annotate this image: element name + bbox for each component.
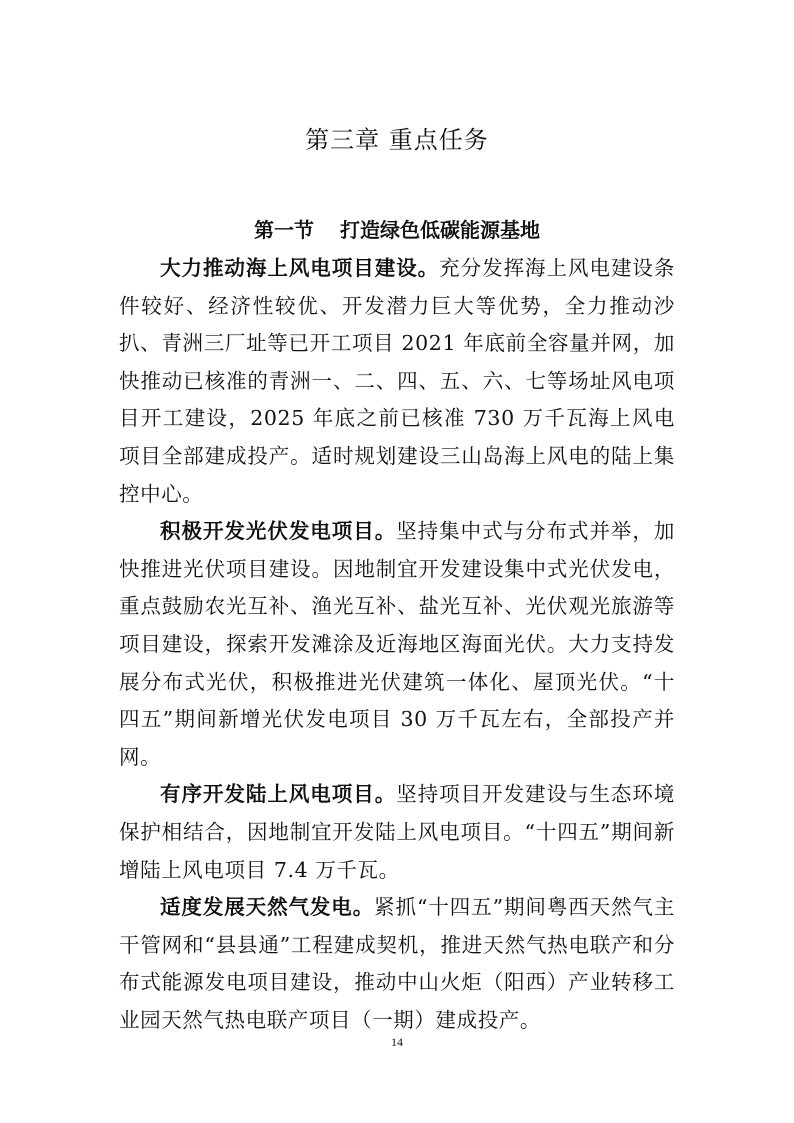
section-title: [0, 210, 794, 250]
paragraph-onshore-wind: [119, 776, 675, 889]
chapter-title: 第三章 重点任务: [305, 126, 489, 154]
paragraph-solar: [119, 513, 675, 776]
paragraph-text: 坚持集中式与分布式并举，加快推进光伏项目建设。因地制宜开发建设集中式光伏发电，重点鼓励农光互补、渔光互补、盐光互补、光伏观光旅游等项目建设，探索开发滩涂及近海地区海面光伏。大力支持发展分布式光伏，积极推进光伏建筑一体化、屋顶光伏。“十四五”期间新增光伏发电项目 30 万千瓦左右，全部投产并网。: [119, 519, 675, 769]
page-number: 14: [391, 1035, 403, 1049]
paragraph-lead: 适度发展天然气发电。: [160, 895, 375, 920]
section-number: 第一节: [254, 218, 314, 242]
paragraph-natural-gas: [119, 889, 675, 1039]
paragraph-lead: 大力推动海上风电项目建设。: [160, 256, 440, 280]
section-heading: 打造绿色低碳能源基地: [340, 218, 540, 242]
body-text: [119, 250, 675, 1039]
paragraph-text: 紧抓“十四五”期间粤西天然气主干管网和“县县通”工程建成契机，推进天然气热电联产和分布式能源发电项目建设，推动中山火炬（阳西）产业转移工业园天然气热电联产项目（一期）建成投产。: [119, 895, 675, 1032]
paragraph-lead: 有序开发陆上风电项目。: [160, 782, 397, 807]
paragraph-text: 坚持项目开发建设与生态环境保护相结合，因地制宜开发陆上风电项目。“十四五”期间新增陆上风电项目 7.4 万千瓦。: [119, 782, 675, 882]
paragraph-offshore-wind: [119, 250, 675, 513]
paragraph-lead: 积极开发光伏发电项目。: [160, 519, 397, 544]
paragraph-text: 充分发挥海上风电建设条件较好、经济性较优、开发潜力巨大等优势，全力推动沙扒、青洲三厂址等已开工项目 2021 年底前全容量并网，加快推动已核准的青洲一、二、四、五、六、七等场址风电项目开工建设，2025 年底之前已核准 730 万千瓦海上风电项目全部建成投产。适时规划建设三山岛海上风电的陆上集控中心。: [119, 256, 675, 506]
